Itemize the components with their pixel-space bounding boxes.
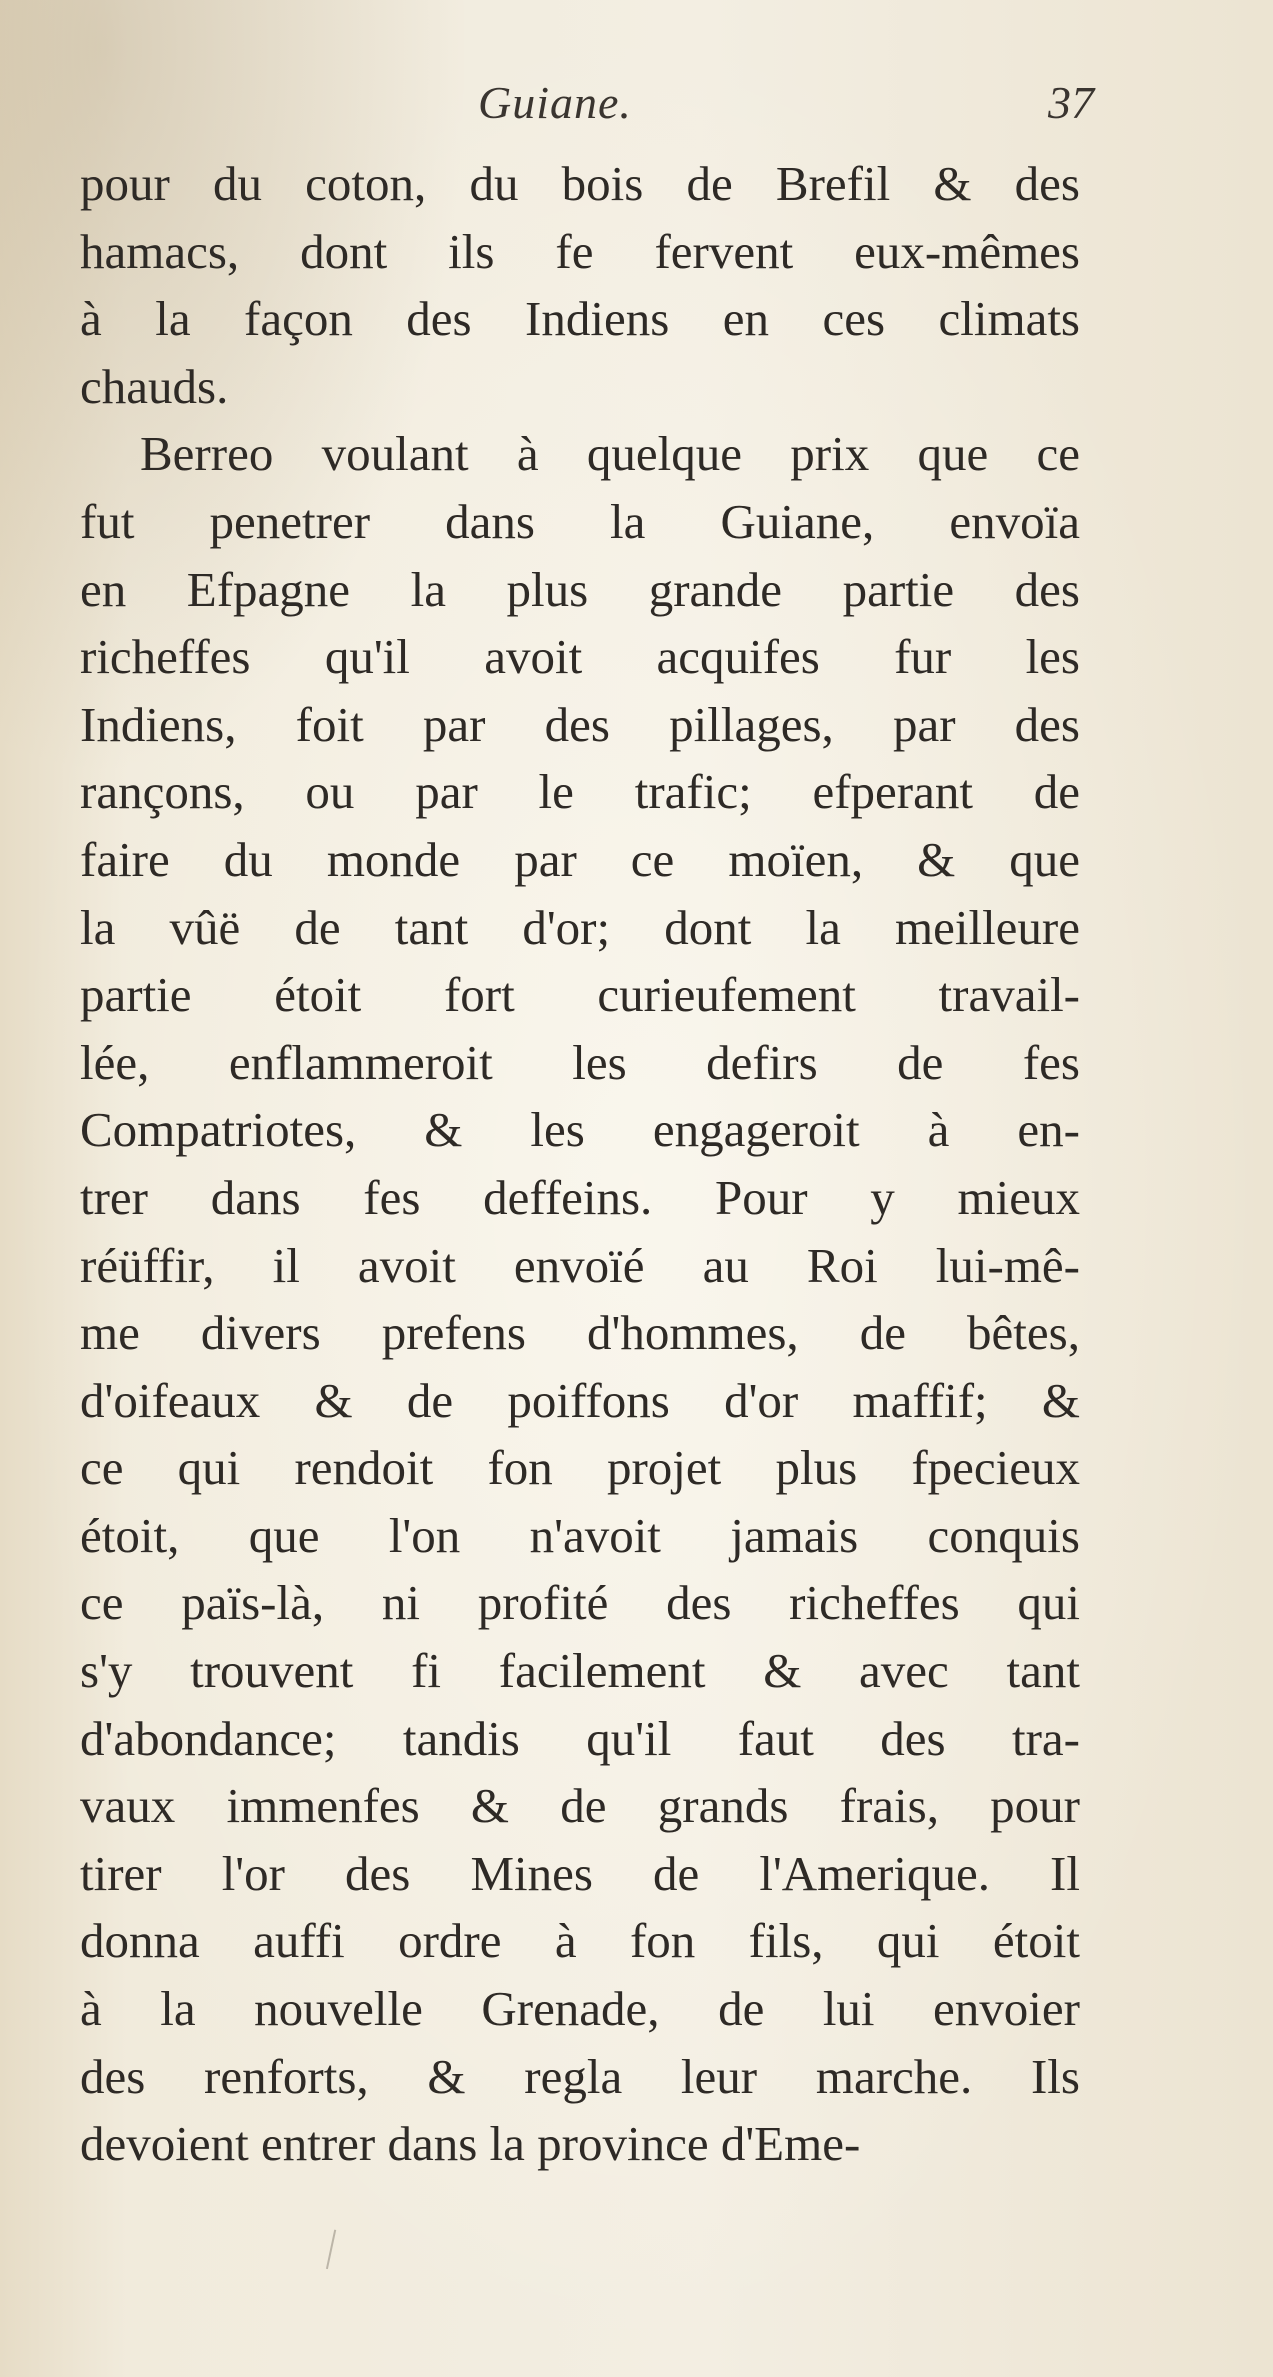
page-number: 37 — [1048, 77, 1094, 128]
text-line: réüffir, il avoit envoïé au Roi lui-mê- — [80, 1237, 1080, 1293]
text-line: ce qui rendoit fon projet plus fpecieux — [80, 1440, 1080, 1496]
text-line: hamacs, dont ils fe fervent eux-mêmes — [80, 223, 1080, 279]
body-text — [80, 150, 1080, 2178]
text-line: lée, enflammeroit les defirs de fes — [80, 1034, 1080, 1090]
text-line: étoit, que l'on n'avoit jamais conquis — [80, 1507, 1080, 1563]
text-line: partie étoit fort curieufement travail- — [80, 967, 1080, 1023]
running-head: Guiane. — [478, 77, 632, 128]
page-header — [0, 76, 1273, 146]
text-line: tirer l'or des Mines de l'Amerique. Il — [80, 1845, 1080, 1901]
text-line: pour du coton, du bois de Brefil & des — [80, 156, 1080, 211]
text-line: faire du monde par ce moïen, & que — [80, 831, 1080, 887]
text-line: rançons, ou par le trafic; efperant de — [80, 764, 1080, 820]
paper-mark — [326, 2230, 342, 2271]
text-line: Compatriotes, & les engageroit à en- — [80, 1102, 1080, 1158]
text-line: à la nouvelle Grenade, de lui envoier — [80, 1981, 1080, 2037]
text-line: s'y trouvent fi facilement & avec tant — [80, 1643, 1080, 1699]
text-line: en Efpagne la plus grande partie des — [80, 561, 1080, 617]
text-line: Berreo voulant à quelque prix que ce — [140, 426, 1080, 482]
text-line: d'abondance; tandis qu'il faut des tra- — [80, 1710, 1080, 1766]
text-line: vaux immenfes & de grands frais, pour — [80, 1778, 1080, 1834]
text-line: donna auffi ordre à fon fils, qui étoit — [80, 1913, 1080, 1969]
text-line: chauds. — [80, 358, 229, 414]
text-line: des renforts, & regla leur marche. Ils — [80, 2048, 1080, 2104]
text-line: ce païs-là, ni profité des richeffes qui — [80, 1575, 1080, 1631]
text-line: d'oifeaux & de poiffons d'or maffif; & — [80, 1372, 1080, 1428]
text-line: la vûë de tant d'or; dont la meilleure — [80, 899, 1080, 955]
text-line: trer dans fes deffeins. Pour y mieux — [80, 1169, 1080, 1225]
text-line: devoient entrer dans la province d'Eme- — [80, 2116, 861, 2172]
text-line: me divers prefens d'hommes, de bêtes, — [80, 1305, 1080, 1361]
text-line: richeffes qu'il avoit acquifes fur les — [80, 629, 1080, 685]
text-line: à la façon des Indiens en ces climats — [80, 291, 1080, 347]
text-line: Indiens, foit par des pillages, par des — [80, 696, 1080, 752]
text-line: fut penetrer dans la Guiane, envoïa — [80, 493, 1080, 549]
